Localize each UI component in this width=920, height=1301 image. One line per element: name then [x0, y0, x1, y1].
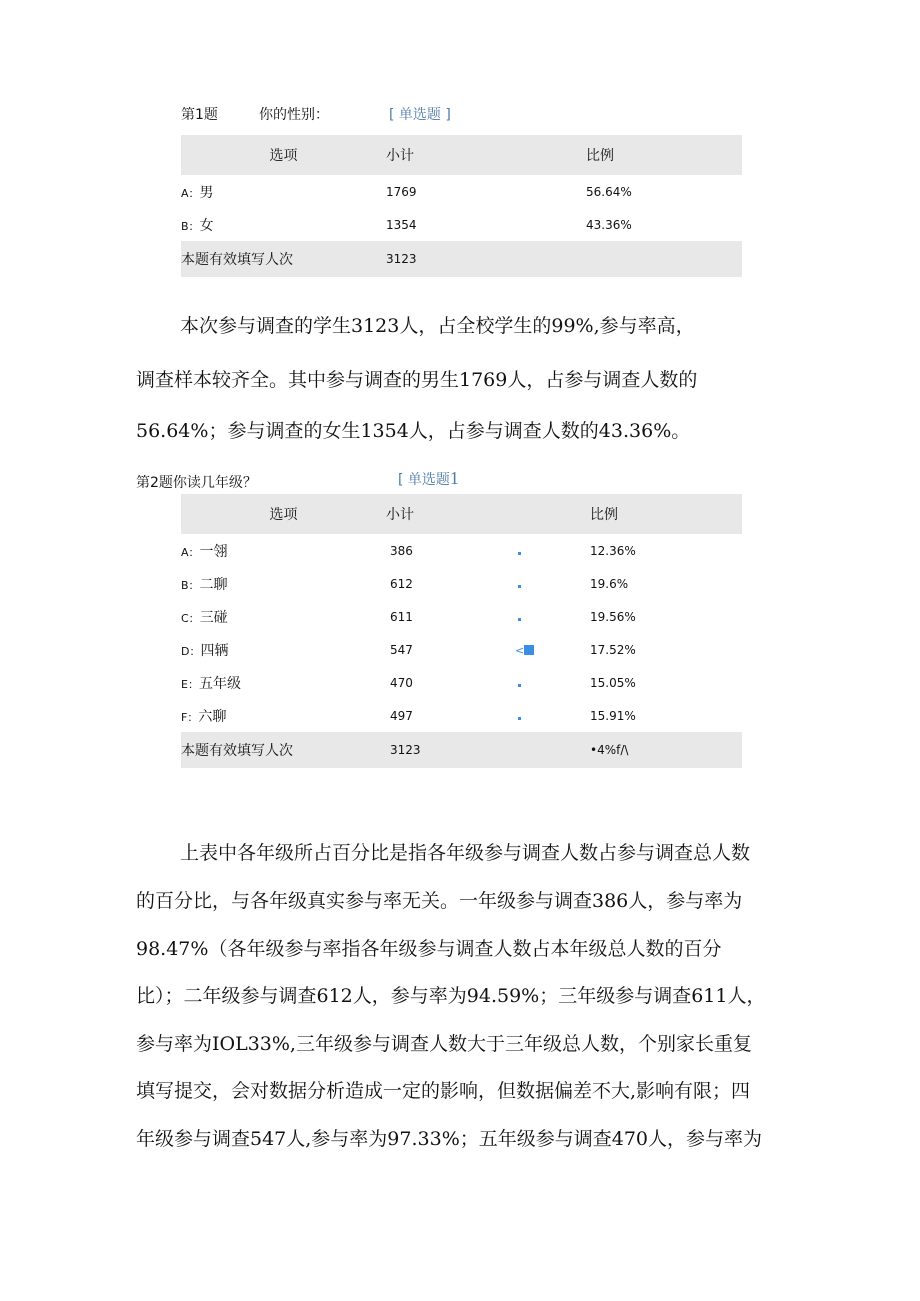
header-option: 选项 [269, 507, 298, 523]
paragraph-line: 本次参与调查的学生3123人，占全校学生的99%,参与率高， [180, 315, 695, 337]
option-ratio: 15.91% [590, 708, 636, 723]
option-text: 二聊 [199, 576, 228, 593]
option-text: 男 [199, 184, 214, 201]
option-count: 611 [390, 609, 413, 624]
option-ratio: 12.36% [590, 543, 636, 558]
option-count: 470 [390, 675, 413, 690]
bar-dot [518, 717, 521, 720]
table-row [181, 567, 742, 600]
q1-table [181, 135, 742, 277]
q2-table [181, 494, 742, 768]
option-count: 612 [390, 576, 413, 591]
table-header-row [181, 135, 742, 175]
total-count: 3123 [390, 743, 421, 757]
option-ratio: 43.36% [586, 217, 632, 232]
total-label: 本题有效填写人次 [181, 252, 293, 268]
q1-header [181, 104, 451, 124]
total-ratio: •4%f/\ [590, 743, 629, 757]
q2-header [136, 468, 536, 492]
header-count: 小计 [386, 148, 414, 164]
option-letter: E： [181, 677, 199, 691]
option-letter: D： [181, 644, 201, 658]
q1-number: 第1题 [181, 107, 218, 123]
option-letter: A： [181, 545, 200, 559]
option-ratio: 56.64% [586, 184, 632, 199]
bar-fill [524, 645, 534, 655]
option-text: 四辆 [200, 642, 229, 659]
option-letter: B： [181, 578, 200, 592]
header-count: 小计 [386, 507, 414, 523]
bar-dot [518, 552, 521, 555]
paragraph-line: 的百分比，与各年级真实参与率无关。一年级参与调查386人，参与率为 [136, 890, 743, 912]
bar-dot [518, 684, 521, 687]
table-row [181, 208, 742, 241]
paragraph-line: 年级参与调查547人,参与率为97.33%；五年级参与调查470人，参与率为 [136, 1128, 763, 1150]
option-count: 547 [390, 642, 413, 657]
table-row [181, 534, 742, 567]
paragraph-line: 上表中各年级所占百分比是指各年级参与调查人数占参与调查总人数 [180, 842, 751, 864]
q2-type-text: [ 单选题 [398, 472, 450, 488]
option-ratio: 15.05% [590, 675, 636, 690]
q2-type-num: 1 [449, 468, 459, 488]
bar-marker: < [515, 643, 525, 657]
option-ratio: 19.6% [590, 576, 629, 591]
header-ratio: 比例 [586, 148, 614, 164]
option-letter: A： [181, 186, 200, 200]
option-letter: B： [181, 219, 200, 233]
paragraph-line: 填写提交，会对数据分析造成一定的影响，但数据偏差不大,影响有限；四 [136, 1080, 751, 1102]
q1-title: 你的性别： [259, 107, 329, 123]
table-row [181, 633, 742, 666]
table-total-row [181, 241, 742, 277]
paragraph-line: 98.47%（各年级参与率指各年级参与调查人数占本年级总人数的百分 [136, 938, 722, 960]
option-ratio: 19.56% [590, 609, 636, 624]
bar-dot [518, 585, 521, 588]
table-row [181, 666, 742, 699]
option-count: 1769 [386, 184, 417, 199]
option-text: 六聊 [198, 708, 227, 725]
paragraph-line: 56.64%；参与调查的女生1354人，占参与调查人数的43.36%。 [136, 420, 691, 442]
option-letter: C： [181, 611, 200, 625]
option-text: 女 [199, 217, 214, 234]
paragraph-line: 参与率为IOL33%,三年级参与调查人数大于三年级总人数，个别家长重复 [136, 1033, 752, 1055]
option-text: 三碰 [199, 609, 228, 626]
table-row [181, 175, 742, 208]
table-row [181, 600, 742, 633]
option-text: 一翎 [199, 543, 228, 560]
option-letter: F： [181, 710, 199, 724]
total-count: 3123 [386, 252, 417, 266]
header-option: 选项 [269, 148, 298, 164]
header-ratio: 比例 [590, 507, 618, 523]
table-header-row [181, 494, 742, 534]
q2-type [398, 468, 459, 489]
bar-dot [518, 618, 521, 621]
paragraph-line: 调查样本较齐全。其中参与调查的男生1769人，占参与调查人数的 [136, 369, 698, 391]
option-count: 497 [390, 708, 413, 723]
q2-number-title: 第2题你读几年级？ [136, 475, 257, 491]
table-row [181, 699, 742, 732]
option-count: 386 [390, 543, 413, 558]
option-ratio: 17.52% [590, 642, 636, 657]
paragraph-line: 比）；二年级参与调查612人，参与率为94.59%；三年级参与调查611人， [136, 985, 766, 1007]
option-count: 1354 [386, 217, 417, 232]
table-total-row [181, 732, 742, 768]
option-text: 五年级 [198, 675, 241, 692]
q1-type: [ 单选题 ] [389, 107, 451, 123]
total-label: 本题有效填写人次 [181, 743, 293, 759]
